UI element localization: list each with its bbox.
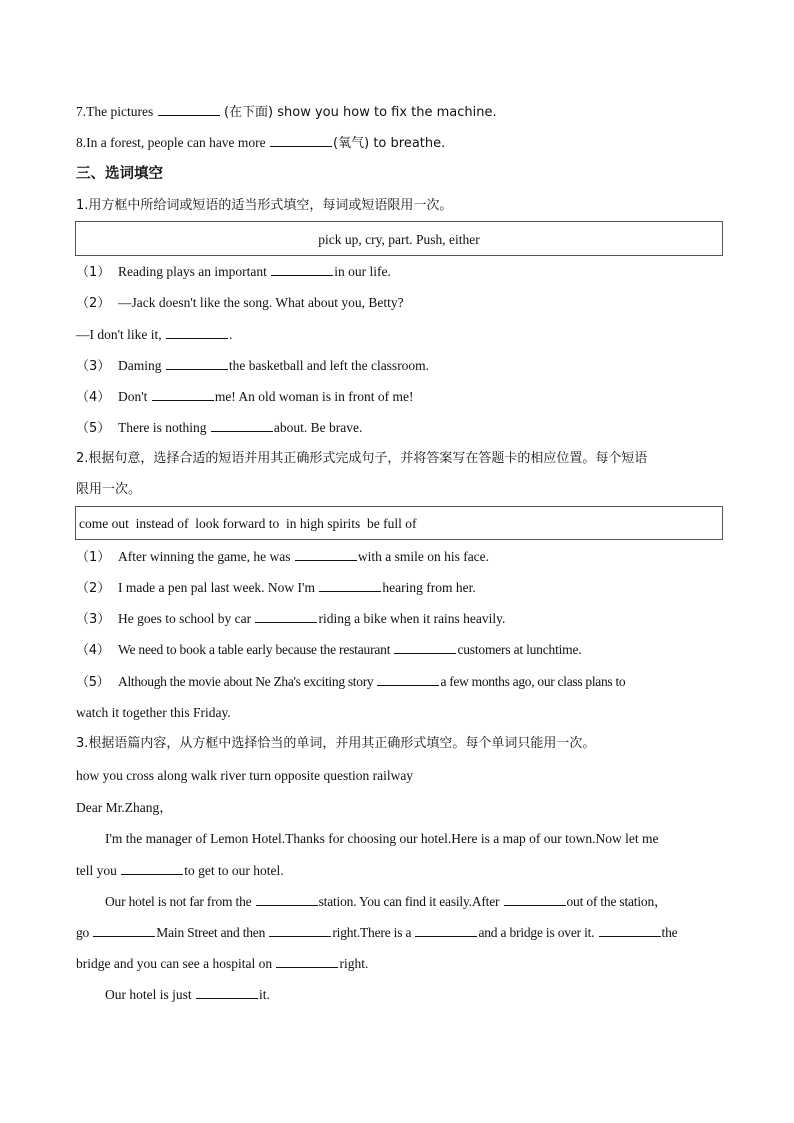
ex2-item-3: （3） He goes to school by car riding a bike when it rains heavily. — [76, 611, 506, 627]
ex1-item-2: （2） —Jack doesn't like the song. What about you, Betty? — [76, 295, 404, 311]
ex1-item-1: （1） Reading plays an important in our life. — [76, 264, 391, 280]
letter-p3: Our hotel is just it. — [105, 987, 270, 1002]
answer-blank[interactable] — [211, 419, 273, 432]
exercise-1-instruction: 1.用方框中所给词或短语的适当形式填空，每词或短语限用一次。 — [76, 198, 453, 213]
ex2-item-4: （4） We need to book a table early because the restaurant customers at lunchtime. — [76, 642, 582, 658]
word-box-2 — [75, 506, 723, 540]
answer-blank[interactable] — [377, 673, 439, 686]
answer-blank[interactable] — [158, 103, 220, 116]
ex2-item-2: （2） I made a pen pal last week. Now I'm hearing from her. — [76, 580, 476, 596]
letter-p2-line2: go Main Street and then right.There is a and a bridge is over it. the — [76, 925, 678, 940]
word-box-1 — [75, 221, 723, 256]
letter-p1-line1: I'm the manager of Lemon Hotel.Thanks for choosing our hotel.Here is a map of our town.Now let me — [105, 831, 659, 846]
ex2-item-5: （5） Although the movie about Ne Zha's exciting story a few months ago, our class plans to — [76, 674, 626, 690]
answer-blank[interactable] — [599, 924, 661, 937]
ex1-item-3: （3） Daming the basketball and left the classroom. — [76, 358, 430, 374]
answer-blank[interactable] — [256, 893, 318, 906]
answer-blank[interactable] — [415, 924, 477, 937]
answer-blank[interactable] — [504, 893, 566, 906]
answer-blank[interactable] — [319, 579, 381, 592]
ex2-item-1: （1） After winning the game, he was with a smile on his face. — [76, 549, 490, 565]
answer-blank[interactable] — [269, 924, 331, 937]
answer-blank[interactable] — [270, 134, 332, 147]
answer-blank[interactable] — [394, 641, 456, 654]
letter-p2-line3: bridge and you can see a hospital on right. — [76, 956, 369, 971]
word-list-3: how you cross along walk river turn opposite question railway — [76, 768, 414, 783]
answer-blank[interactable] — [255, 610, 317, 623]
answer-blank[interactable] — [166, 326, 228, 339]
answer-blank[interactable] — [166, 357, 228, 370]
exercise-2-instruction-cont: 限用一次。 — [76, 482, 142, 497]
answer-blank[interactable] — [152, 388, 214, 401]
answer-blank[interactable] — [295, 548, 357, 561]
ex1-item-4: （4） Don't me! An old woman is in front of me! — [76, 389, 414, 405]
answer-blank[interactable] — [196, 986, 258, 999]
word-box-1-text: pick up, cry, part. Push, either — [318, 232, 480, 247]
ex1-item-2-reply: —I don't like it, . — [76, 327, 233, 342]
answer-blank[interactable] — [121, 862, 183, 875]
section-title: 三、选词填空 — [76, 166, 163, 182]
letter-p2-line1: Our hotel is not far from the station. You can find it easily.After out of the station， — [105, 894, 668, 909]
ex2-item-5-cont: watch it together this Friday. — [76, 705, 231, 720]
word-box-2-text: come out instead of look forward to in high spirits be full of — [79, 516, 417, 531]
answer-blank[interactable] — [271, 263, 333, 276]
letter-p1-line2: tell you to get to our hotel. — [76, 863, 284, 878]
answer-blank[interactable] — [93, 924, 155, 937]
exercise-2-instruction: 2.根据句意，选择合适的短语并用其正确形式完成句子，并将答案写在答题卡的相应位置。每个短语 — [76, 451, 648, 466]
letter-greeting: Dear Mr.Zhang， — [76, 800, 173, 815]
answer-blank[interactable] — [276, 955, 338, 968]
question-8: 8.In a forest, people can have more (氧气) to breathe. — [76, 135, 446, 151]
question-7: 7.The pictures (在下面) show you how to fix the machine. — [76, 104, 497, 120]
exercise-3-instruction: 3.根据语篇内容，从方框中选择恰当的单词，并用其正确形式填空。每个单词只能用一次。 — [76, 736, 596, 751]
ex1-item-5: （5） There is nothing about. Be brave. — [76, 420, 363, 436]
